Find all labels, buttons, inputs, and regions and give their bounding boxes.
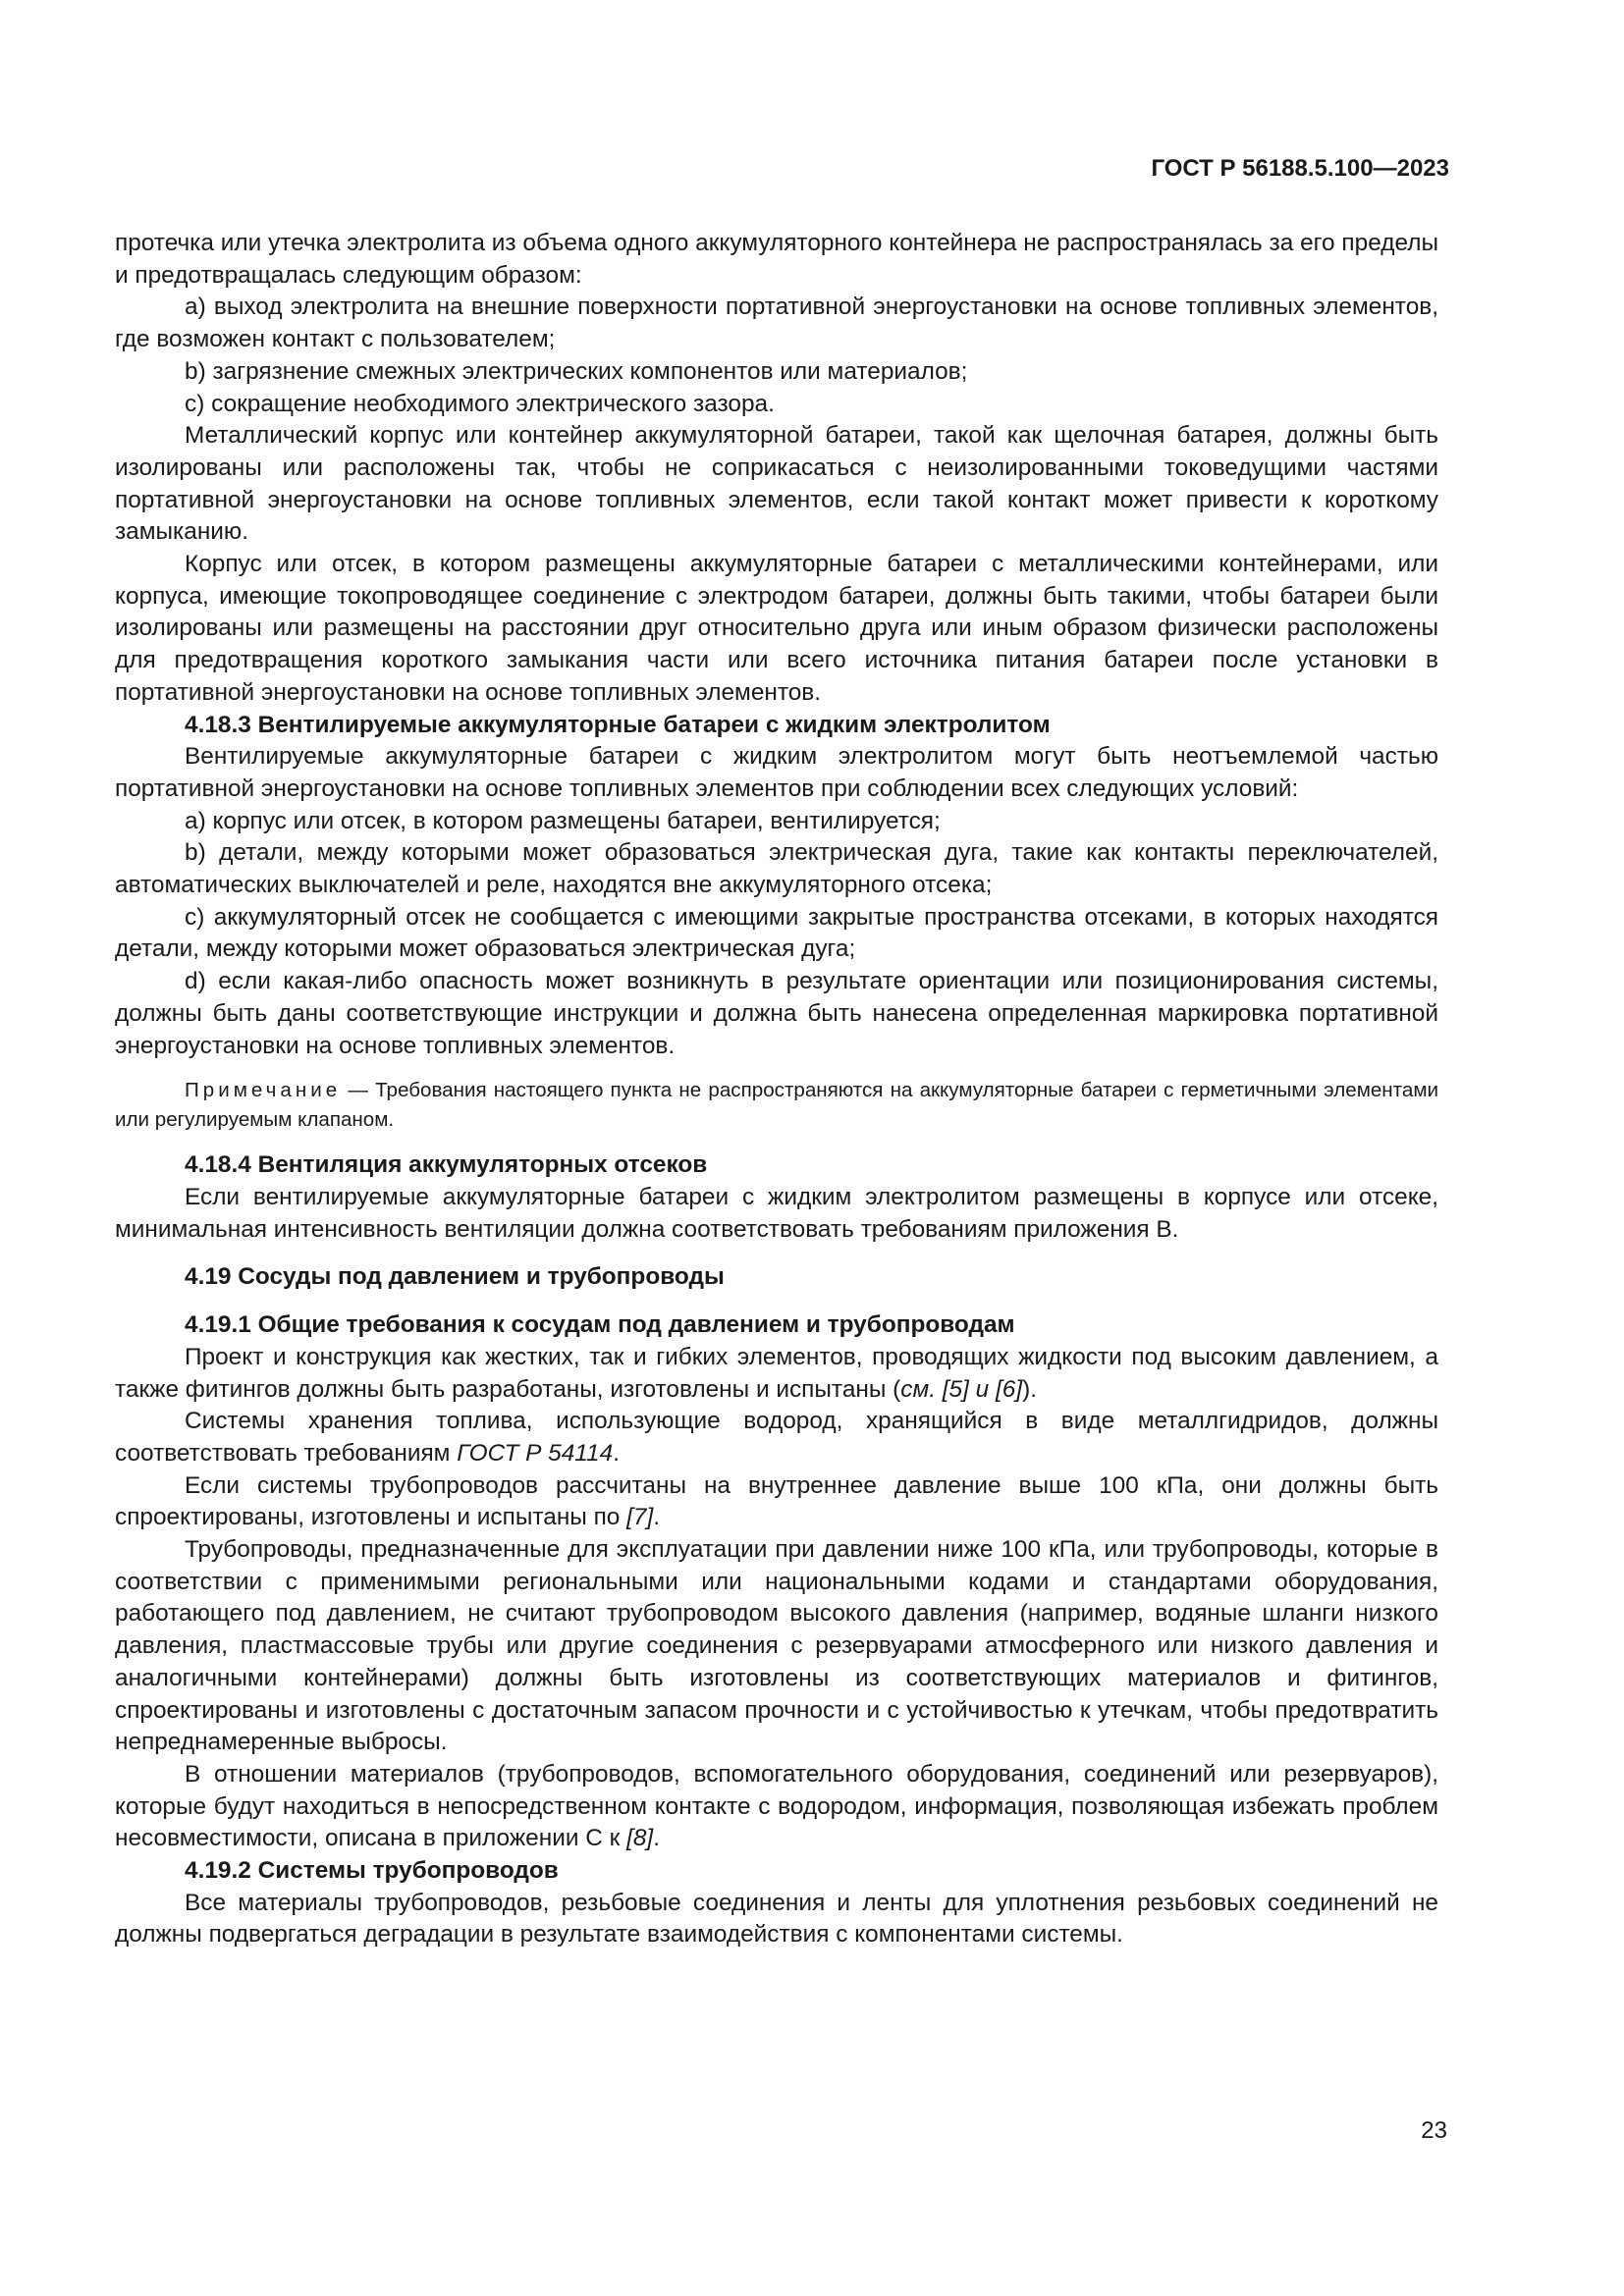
paragraph: [115, 1759, 1438, 1855]
paragraph: Вентилируемые аккумуляторные батареи с жидким электролитом могут быть неотъемлемой частью портативной энергоустановки на основе топливных элементов при соблюдении всех следующих условий:: [115, 743, 1438, 802]
note-label: Примечание: [185, 1079, 342, 1102]
section-heading-4-19-1: 4.19.1 Общие требования к сосудам под давлением и трубопроводам: [185, 1311, 1015, 1339]
paragraph: Металлический корпус или контейнер аккумуляторной батареи, такой как щелочная батарея, должны быть изолированы или расположены так, чтобы не соприкасаться с неизолированными токоведущими частями портативной энергоустановки на основе топливных элементов, если такой контакт может привести к короткому замыканию.: [115, 422, 1438, 546]
list-item: b) загрязнение смежных электрических компонентов или материалов;: [185, 357, 968, 385]
list-item: b) детали, между которыми может образоваться электрическая дуга, такие как контакты переключателей, автоматических выключателей и реле, находятся вне аккумуляторного отсека;: [115, 839, 1438, 899]
list-item: d) если какая-либо опасность может возникнуть в результате ориентации или позиционирования системы, должны быть даны соответствующие инструкции и должна быть нанесена определенная маркировка портативной энергоустановки на основе топливных элементов.: [115, 968, 1438, 1059]
paragraph: [115, 1470, 1438, 1534]
paragraph-text: Проект и конструкция как жестких, так и гибких элементов, проводящих жидкости под высоким давлением, а также фитингов должны быть разработаны, изготовлены и испытаны (: [115, 1343, 1438, 1403]
reference: см. [5] и [6]: [900, 1375, 1023, 1403]
paragraph-text: .: [653, 1504, 661, 1531]
page-number: 23: [1421, 2117, 1447, 2144]
section-heading-4-19: 4.19 Сосуды под давлением и трубопроводы: [185, 1263, 725, 1291]
section-heading-4-18-3: 4.18.3 Вентилируемые аккумуляторные батареи с жидким электролитом: [185, 711, 1051, 738]
reference: [8]: [626, 1825, 654, 1852]
list-item: c) аккумуляторный отсек не сообщается с имеющими закрытые пространства отсеками, в которых находятся детали, между которыми может образоваться электрическая дуга;: [115, 903, 1438, 963]
paragraph-text: .: [613, 1439, 620, 1467]
section-heading-4-19-2: 4.19.2 Системы трубопроводов: [185, 1857, 559, 1885]
paragraph: Корпус или отсек, в котором размещены аккумуляторные батареи с металлическими контейнерами, или корпуса, имеющие токопроводящее соединение с электродом батареи, должны быть такими, чтобы батареи были изолированы или размещены на расстоянии друг относительно друга или иным образом физически расположены для предотвращения короткого замыкания части или всего источника питания батареи после установки в портативной энергоустановки на основе топливных элементов.: [115, 551, 1438, 706]
list-item: a) корпус или отсек, в котором размещены батареи, вентилируется;: [185, 807, 941, 834]
paragraph-text: .: [653, 1825, 660, 1852]
reference: [7]: [626, 1504, 654, 1531]
reference: ГОСТ Р 54114: [457, 1439, 614, 1467]
paragraph: протечка или утечка электролита из объема одного аккумуляторного контейнера не распространялась за его пределы и предотвращалась следующим образом:: [115, 230, 1438, 289]
document-body: [115, 228, 1438, 1951]
document-header: ГОСТ Р 56188.5.100—2023: [1151, 155, 1449, 182]
paragraph-text: В отношении материалов (трубопроводов, вспомогательного оборудования, соединений или резервуаров), которые будут находиться в непосредственном контакте с водородом, информация, позволяющая избежать проблем несовместимости, описана в приложении С к: [115, 1760, 1438, 1852]
section-heading-4-18-4: 4.18.4 Вентиляция аккумуляторных отсеков: [185, 1151, 708, 1179]
note-text: — Требования настоящего пункта не распространяются на аккумуляторные батареи с герметичными элементами или регулируемым клапаном.: [115, 1079, 1438, 1131]
paragraph: Если вентилируемые аккумуляторные батареи с жидким электролитом размещены в корпусе или отсеке, минимальная интенсивность вентиляции должна соответствовать требованиям приложения В.: [115, 1183, 1438, 1243]
paragraph-text: ).: [1022, 1375, 1038, 1403]
paragraph: [115, 1406, 1438, 1469]
paragraph: [115, 1342, 1438, 1406]
list-item: a) выход электролита на внешние поверхности портативной энергоустановки на основе топливных элементов, где возможен контакт с пользователем;: [115, 294, 1438, 353]
note: [115, 1076, 1438, 1134]
paragraph: Трубопроводы, предназначенные для эксплуатации при давлении ниже 100 кПа, или трубопроводы, которые в соответствии с применимыми региональными или национальными кодами и стандартами оборудования, работающего под давлением, не считают трубопроводом высокого давления (например, водяные шланги низкого давления, пластмассовые трубы или другие соединения с резервуарами атмосферного или низкого давления и аналогичными контейнерами) должны быть изготовлены из соответствующих материалов и фитингов, спроектированы и изготовлены с достаточным запасом прочности и с устойчивостью к утечкам, чтобы предотвратить непреднамеренные выбросы.: [115, 1536, 1438, 1756]
paragraph-text: Системы хранения топлива, использующие водород, хранящийся в виде металлгидридов, должны соответствовать требованиям: [115, 1408, 1438, 1467]
paragraph: Все материалы трубопроводов, резьбовые соединения и ленты для уплотнения резьбовых соединений не должны подвергаться деградации в результате взаимодействия с компонентами системы.: [115, 1889, 1438, 1949]
list-item: c) сокращение необходимого электрического зазора.: [185, 390, 775, 417]
paragraph-text: Если системы трубопроводов рассчитаны на внутреннее давление выше 100 кПа, они должны быть спроектированы, изготовлены и испытаны по: [115, 1471, 1438, 1531]
